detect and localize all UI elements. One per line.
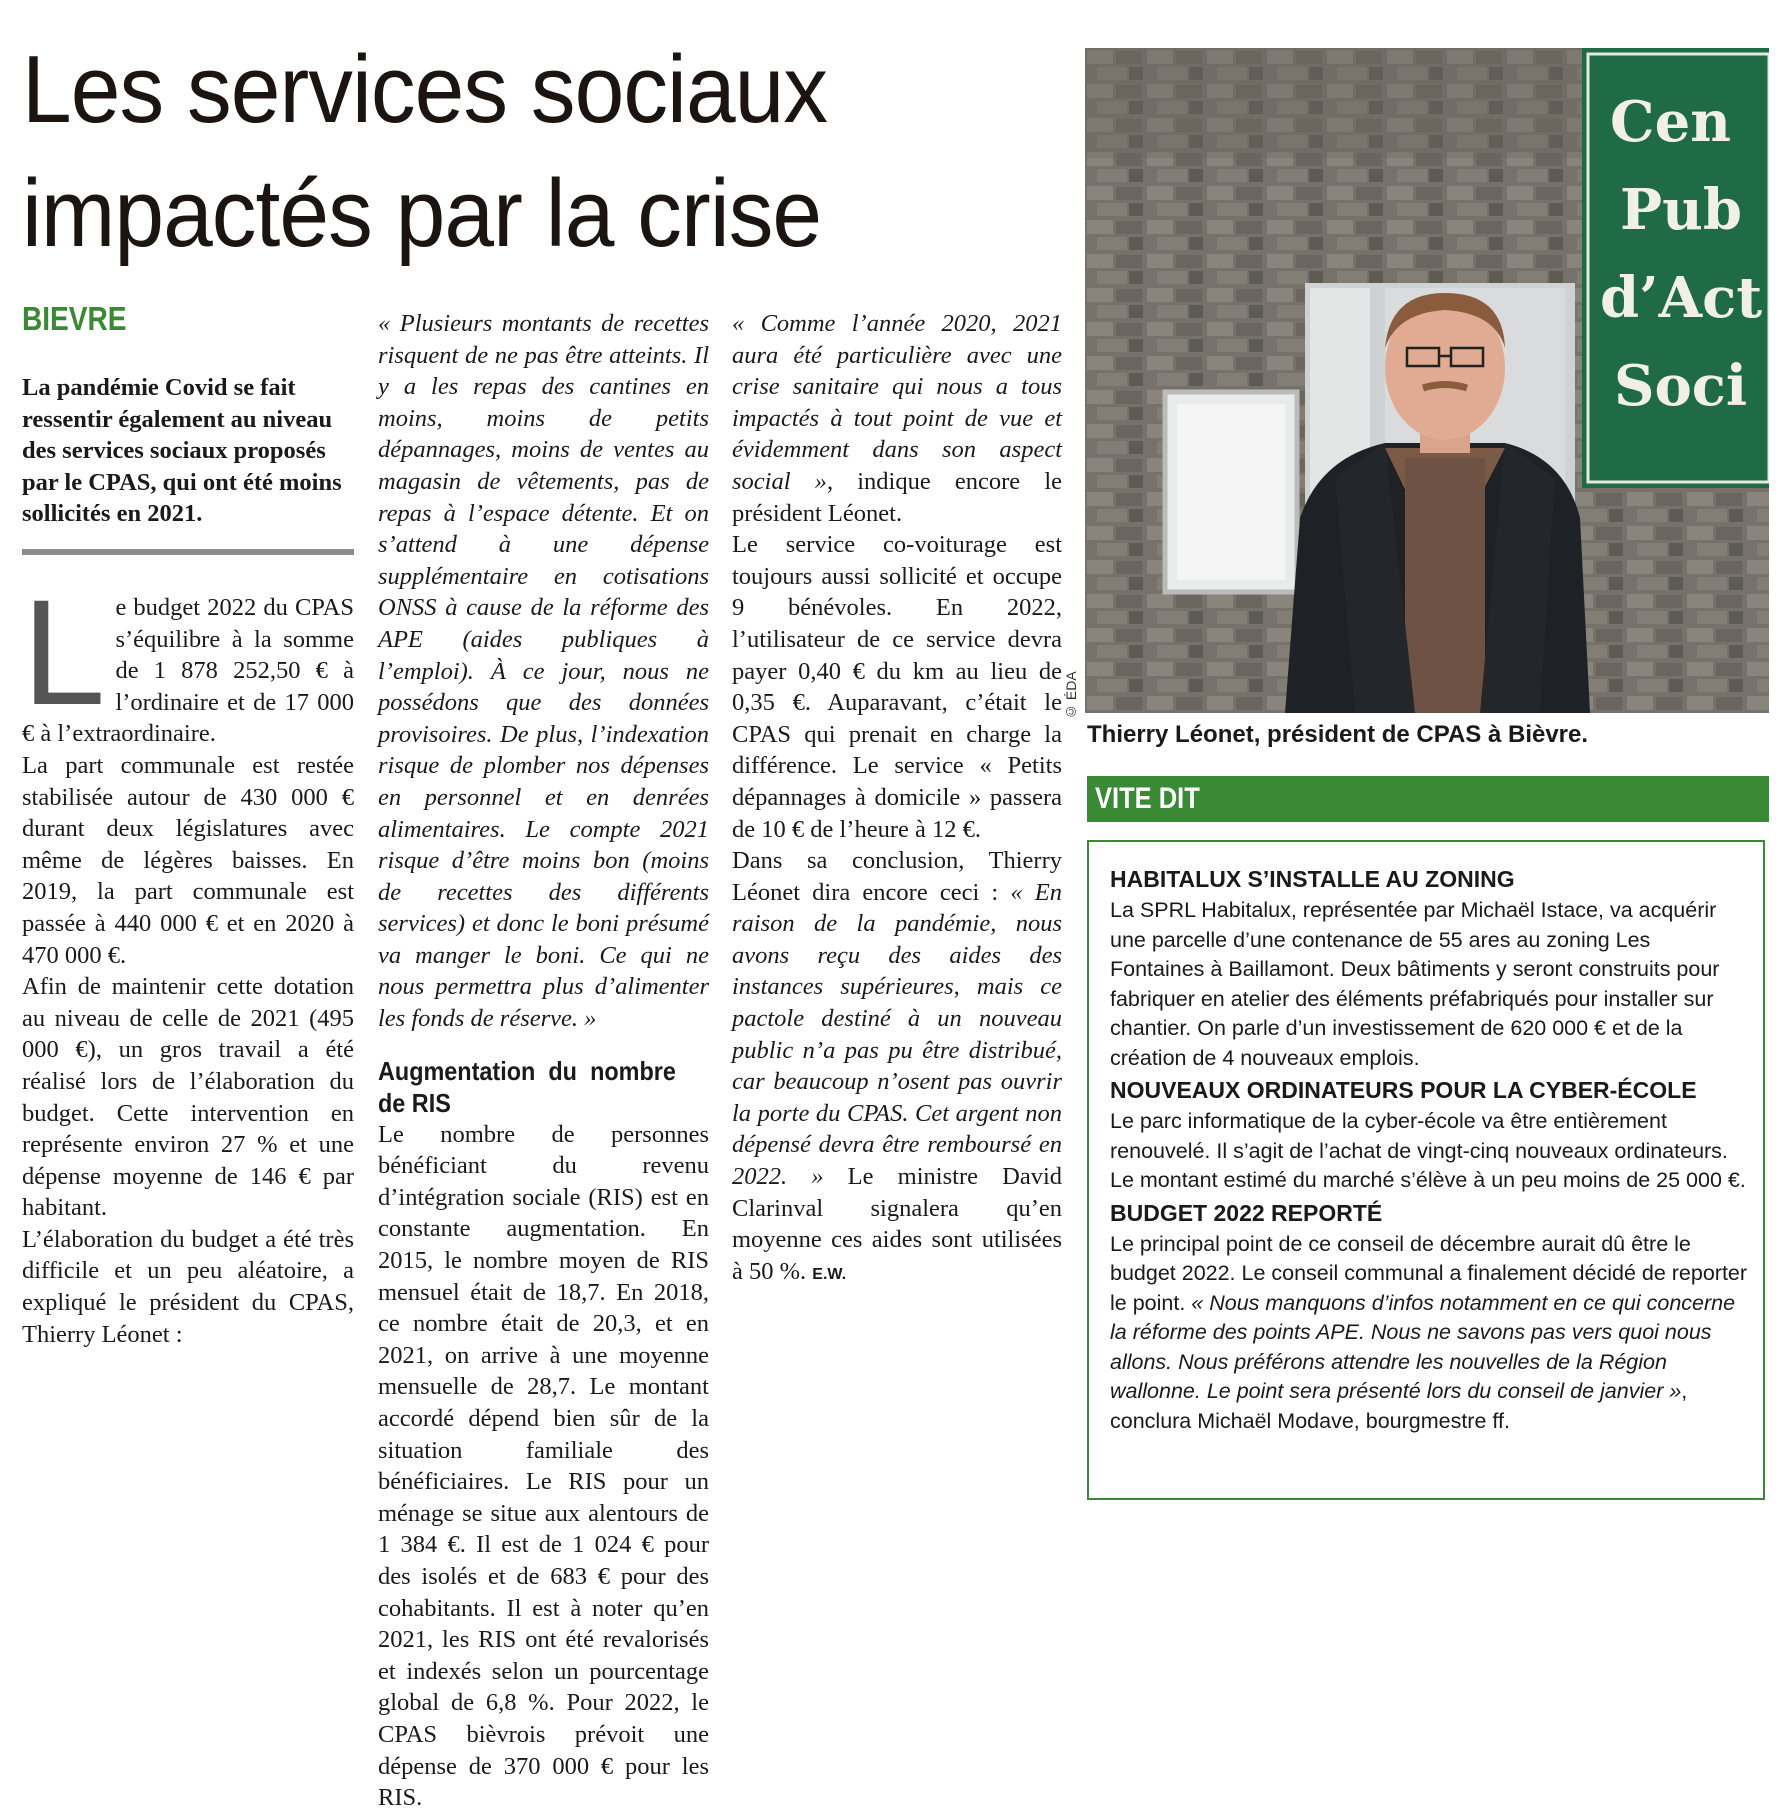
body-paragraph-5: Le nombre de personnes bénéficiant du revenu d’intégration sociale (RIS) est en constante augmentation. En 2015, le nombre moyen de RIS mensuel était de 18,7. En 2018, ce nombre était de 20,3, et en 2021, on arrive à une moyenne mensuelle de 28,7. Le montant accordé dépend bien sûr de la situation familiale des bénéficiaires. Le RIS pour un ménage se situe aux alentours de 1 384 €. Il est de 1 024 € pour des isolés et de 683 € pour des cohabitants. Il est à noter qu’en 2021, les RIS ont été revalorisés et indexés selon un pourcentage global de 6,8 %. Pour 2022, le CPAS bièvrois prévoit une dépense de 370 000 € pour les RIS.	[378, 1120, 709, 1812]
president-quote-3: « En raison de la pandémie, nous avons reçu des aides des instances supérieures, mais ce pactole destiné à un nouveau public n’a pas pu être distribué, car beaucoup n’osent pas ouvrir la porte du CPAS. Cet argent non dépensé devra être remboursé en 2022. »	[732, 878, 1062, 1191]
brief-heading-3: BUDGET 2022 REPORTÉ	[1110, 1199, 1383, 1226]
sign-line-2: Pub	[1620, 177, 1742, 243]
author-signature: E.W.	[812, 1265, 847, 1283]
sign-line-3: d’Act	[1600, 265, 1763, 331]
brief-heading-1: HABITALUX S’INSTALLE AU ZONING	[1110, 866, 1515, 892]
lead-paragraph: La pandémie Covid se fait ressentir également au niveau des services sociaux proposés par le CPAS, qui ont été moins sollicités en 2021.	[22, 374, 342, 527]
president-quote: « Plusieurs montants de recettes risquent de ne pas être atteints. Il y a les repas des cantines en moins, moins de petits dépannages, moins de ventes au magasin de vêtements, pas de repas à l’espace détente. Et on s’attend à une dépense supplémentaire en cotisations ONSS à cause de la réforme des APE (aides publiques à l’emploi). À ce jour, nous ne possédons que des données provisoires. De plus, l’indexation risque de plomber nos dépenses en personnel et en denrées alimentaires. Le compte 2021 risque d’être moins bon (moins de recettes des différents services) et donc le boni présumé va manger le boni. Ce qui ne nous permettra plus d’alimenter les fonds de réserve. »	[378, 310, 709, 1033]
body-paragraph-6: « Comme l’année 2020, 2021 aura été particulière avec une crise sanitaire qui nous a tous impactés à tout point de vue et évidemment dans son aspect social », indique encore le président Léonet.	[732, 310, 1062, 527]
vite-dit-header	[1087, 776, 1769, 822]
body-paragraph-7: Le service co-voiturage est toujours aussi sollicité et occupe 9 bénévoles. En 2022, l’utilisateur de ce service devra payer 0,40 € du km au lieu de 0,35 €. Auparavant, c’était le CPAS qui prenait en charge la différence. Le service « Petits dépannages à domicile » passera de 10 € de l’heure à 12 €.	[732, 531, 1062, 843]
body-paragraph-4-intro: L’élaboration du budget a été très difficile et un peu aléatoire, a expliqué le président du CPAS, Thierry Léonet :	[22, 1225, 354, 1348]
mayor-quote: « Nous manquons d’infos notamment en ce qui concerne la réforme des points APE. Nous ne savons pas vers quoi nous allons. Nous préférons attendre les nouvelles de la Région wallonne. Le point sera présenté lors du conseil de janvier »	[1110, 1290, 1736, 1403]
brief-heading-2: NOUVEAUX ORDINATEURS POUR LA CYBER-ÉCOLE	[1110, 1077, 1697, 1103]
lead-separator	[22, 549, 354, 555]
body-paragraph-3: Afin de maintenir cette dotation au niveau de celle de 2021 (495 000 €), un gros travail a été réalisé lors de l’élaboration du budget. Cette intervention en représente environ 27 % et une dépense moyenne de 146 € par habitant.	[22, 973, 354, 1222]
drop-cap: L	[22, 568, 106, 736]
president-quote-2: « Comme l’année 2020, 2021 aura été particulière avec une crise sanitaire qui nous a tous impactés à tout point de vue et évidemment dans son aspect social »	[732, 310, 1062, 495]
sign-line-4: Soci	[1614, 353, 1748, 419]
brief-text-1: La SPRL Habitalux, représentée par Michaël Istace, va acquérir une parcelle d’une contenance de 55 ares au zoning Les Fontaines à Baillamont. Deux bâtiments y seront construits pour fabriquer en atelier des éléments préfabriqués pour installer sur chantier. On parle d’un investissement de 620 000 € et de la création de 4 nouveaux emplois.	[1110, 898, 1720, 1070]
subheading-ris: Augmentation du nombre de RIS	[378, 1055, 676, 1118]
article-photo	[1085, 48, 1769, 713]
body-paragraph-2: La part communale est restée stabilisée autour de 430 000 € durant deux législatures avec même de légères baisses. En 2019, la part communale est passée à 440 000 € et en 2020 à 470 000 €.	[22, 751, 354, 969]
article-column-3	[732, 308, 1062, 1290]
body-paragraph-1: e budget 2022 du CPAS s’équilibre à la somme de 1 878 252,50 € à l’ordinaire et de 17 000 € à l’extraordinaire.	[22, 594, 354, 748]
article-column-1	[22, 568, 354, 1350]
brief-text-2: Le parc informatique de la cyber-école va être entièrement renouvelé. Il s’agit de l’achat de vingt-cinq nouveaux ordinateurs. Le montant estimé du marché s’élève à un peu moins de 25 000 €.	[1110, 1109, 1746, 1192]
brief-text-3: Le principal point de ce conseil de décembre aurait dû être le budget 2022. Le conseil communal a finalement décidé de reporter le point. « Nous manquons d’infos notamment en ce qui concerne la réforme des points APE. Nous ne savons pas vers quoi nous allons. Nous préférons attendre les nouvelles de la Région wallonne. Le point sera présenté lors du conseil de janvier », conclura Michaël Modave, bourgmestre ff.	[1110, 1231, 1748, 1433]
headline	[22, 28, 989, 276]
article-column-2	[378, 308, 709, 1814]
sign-line-1: Cen	[1610, 89, 1731, 155]
photo-credit: © ÉDA	[1063, 671, 1079, 720]
headline-line-1: Les services sociaux	[22, 36, 828, 143]
vite-dit-content	[1110, 864, 1750, 1436]
vite-dit-title: VITE DIT	[1095, 782, 1200, 815]
photo-caption: Thierry Léonet, président de CPAS à Bièvre.	[1087, 721, 1589, 748]
body-paragraph-8: Dans sa conclusion, Thierry Léonet dira encore ceci : « En raison de la pandémie, nous avons reçu des aides des instances supérieures, mais ce pactole destiné à un nouveau public n’a pas pu être distribué, car beaucoup n’osent pas ouvrir la porte du CPAS. Cet argent non dépensé devra être remboursé en 2022. » Le ministre David Clarinval signalera qu’en moyenne ces aides sont utilisées à 50 %. E.W.	[732, 847, 1062, 1285]
headline-line-2: impactés par la crise	[22, 160, 822, 267]
kicker-location: BIEVRE	[22, 300, 127, 337]
